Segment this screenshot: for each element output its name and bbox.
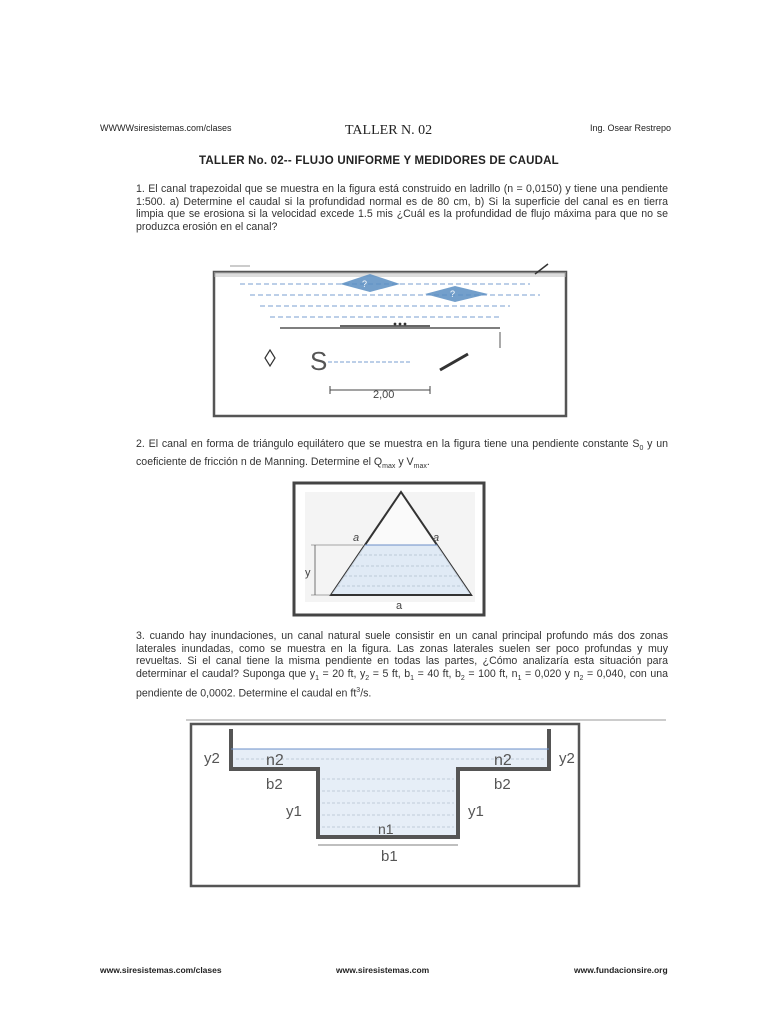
figure-trapezoidal-channel — [210, 262, 570, 420]
y2-right-label: y2 — [559, 750, 575, 767]
header-author: Ing. Osear Restrepo — [590, 123, 672, 133]
problem-1-text: 1. El canal trapezoidal que se muestra en la figura está construido en ladrillo (n = 0,0150) y tiene una pendiente 1:500. a) Determine el caudal si la profundidad normal es de 80 cm, b) Si la superficie del canal es en tierra limpia que se erosiona si la velocidad excede 1.5 mis ¿Cuál es la profundidad de flujo máxima para que no se produzca erosión en el canal? — [136, 183, 668, 233]
n1-label: n1 — [378, 821, 394, 837]
svg-text:?: ? — [450, 289, 456, 299]
bottom-width-label: 2,00 — [373, 389, 395, 401]
n2-right-label: n2 — [494, 752, 512, 769]
header-url-left: WWWWsiresistemas.com/clases — [100, 123, 232, 133]
page-title: TALLER N. 02 — [345, 123, 433, 138]
footer-link-siresistemas[interactable]: www.siresistemas.com — [336, 965, 430, 975]
problem-3-text: 3. cuando hay inundaciones, un canal natural suele consistir en un canal principal profundo más dos zonas laterales inundadas, como se muestra en la figura. Las zonas laterales suelen ser poco profundas y muy revueltas. Si el canal tiene la misma pendiente en todas las partes, ¿Cómo analizaría esta situación para determinar el caudal? Suponga que $y_1 = 20$ ft, $y_2 = 5$ ft, $b_1 = 40$ ft, $b_2 = 100$ ft, $n_1 = 0,020$ y $n_2 = 0,040$, con una pendiente de 0,0002. Determine el caudal en $ft^3/s$. — [136, 630, 668, 701]
b1-label: b1 — [381, 848, 398, 865]
slope-s-label: S — [310, 346, 328, 376]
base-a-label: a — [396, 600, 403, 612]
figure-compound-channel — [186, 719, 666, 889]
footer-link-clases[interactable]: www.siresistemas.com/clases — [100, 965, 222, 975]
svg-text:?: ? — [362, 279, 368, 289]
document-subtitle: TALLER No. 02-- FLUJO UNIFORME Y MEDIDORES DE CAUDAL — [199, 155, 559, 167]
n2-left-label: n2 — [266, 752, 284, 769]
b2-left-label: b2 — [266, 776, 283, 793]
depth-y-label: y — [305, 567, 311, 579]
side-a-left-label: a — [353, 532, 360, 544]
y1-left-label: y1 — [286, 803, 302, 820]
footer-link-fundacion[interactable]: www.fundacionsire.org — [574, 965, 668, 975]
y1-right-label: y1 — [468, 803, 484, 820]
side-a-right-label: a — [433, 532, 440, 544]
y2-left-label: y2 — [204, 750, 220, 767]
figure-triangle-channel — [291, 480, 487, 618]
b2-right-label: b2 — [494, 776, 511, 793]
problem-2-text: 2. El canal en forma de triángulo equilátero que se muestra en la figura tiene una pendiente constante $S_0$ y un coeficiente de fricción n de Manning. Determine el $Q_{max}$ y $V_{max}$. — [136, 438, 668, 470]
